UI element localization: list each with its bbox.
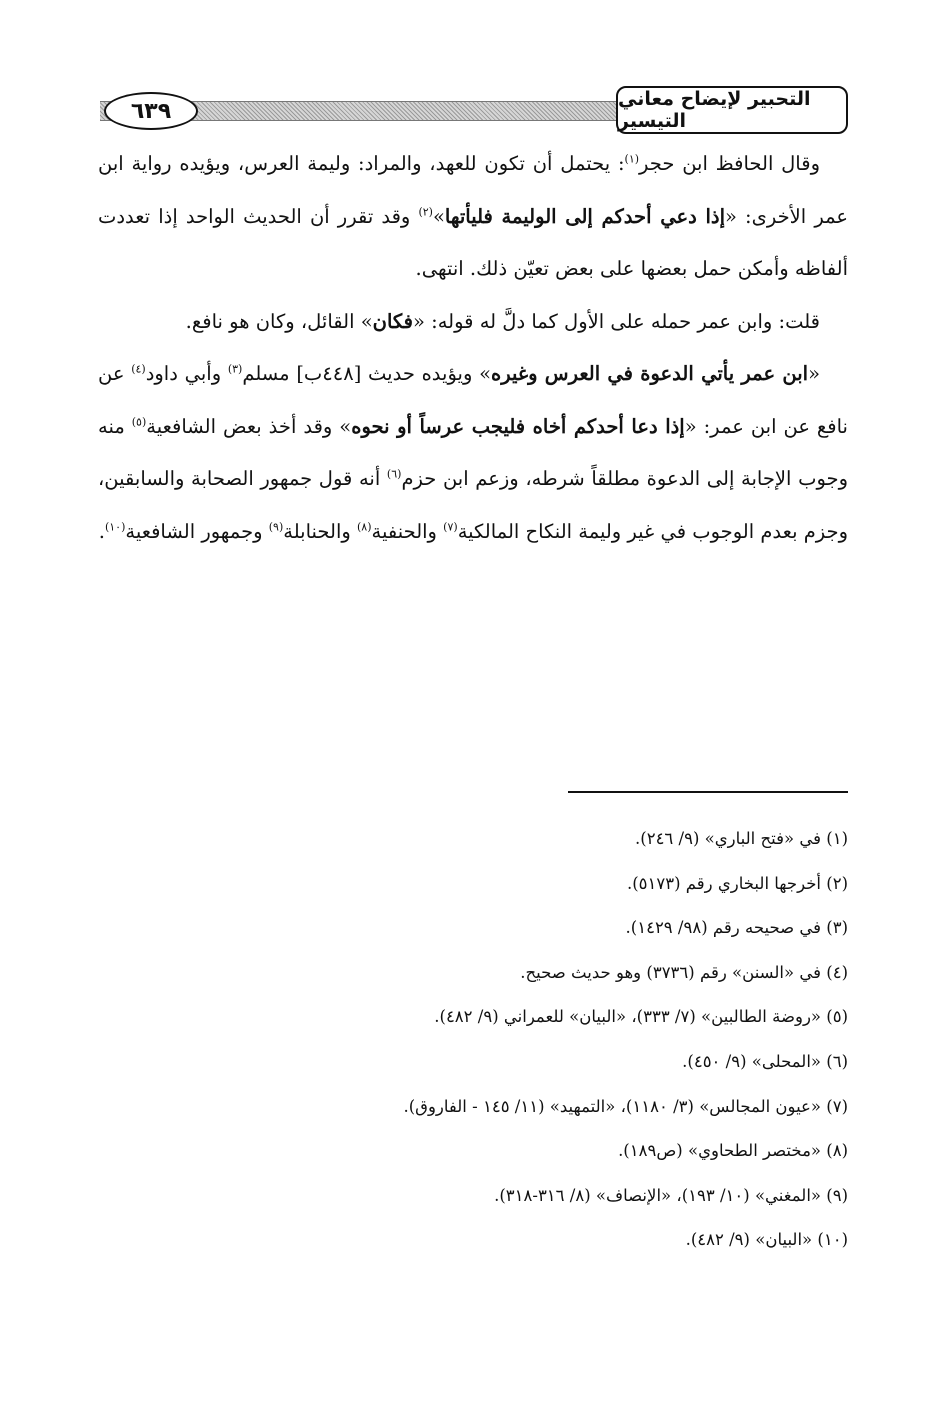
footnote-ref-5[interactable]: (٥) [131,415,147,428]
footnote-9: (٩) «المغني» (١٠/ ١٩٣)، «الإنصاف» (٨/ ٣١٦-٣١٨). [494,1185,848,1205]
footnote-divider [568,791,848,793]
footnote-ref-3[interactable]: (٣) [227,362,243,376]
footnote-8: (٨) «مختصر الطحاوي» (ص١٨٩). [618,1141,848,1161]
footnotes [98,817,848,1263]
footnote-ref-9[interactable]: (٩) [268,520,284,533]
footnote-2: (٢) أخرجها البخاري رقم (٥١٧٣). [626,873,848,893]
main-text [98,138,848,558]
footnote-ref-2[interactable]: (٢) [418,205,433,218]
footnote-10: (١٠) «البيان» (٩/ ٤٨٢). [685,1230,848,1250]
footnote-ref-1[interactable]: (١) [624,152,640,166]
footnote-ref-6[interactable]: (٦) [386,467,402,481]
footnote-6: (٦) «المحلى» (٩/ ٤٥٠). [682,1051,848,1071]
footnote-ref-8[interactable]: (٨) [357,520,372,533]
footnote-5: (٥) «روضة الطالبين» (٧/ ٣٣٣)، «البيان» للعمراني (٩/ ٤٨٢). [434,1007,848,1027]
paragraph-2: قلت: وابن عمر حمله على الأول كما دلَّ له قوله: «فكان» القائل، وكان هو نافع. [185,309,820,333]
footnote-ref-10[interactable]: (١٠) [104,520,126,533]
page-number: ٦٣٩ [104,92,198,130]
paragraph-1: وقال الحافظ ابن حجر$^{(١)}$: يحتمل أن تكون للعهد، والمراد: وليمة العرس، ويؤيده رواية ابن عمر الأخرى: «إذا دعي أحدكم إلى الوليمة فليأتها»$^{(٢)}$ وقد تقرر أن الحديث الواحد إذا تعددت ألفاظه وأمكن حمل بعضها على بعض تعيّن ذلك. انتهى. [98,152,848,280]
paragraph-3: «ابن عمر يأتي الدعوة في العرس وغيره» ويؤيده حديث [٤٤٨ب] مسلم$^{(٣)}$ وأبي داود$^{(٤)}$ عن نافع عن ابن عمر: «إذا دعا أحدكم أخاه فليجب عرساً أو نحوه» وقد أخذ بعض الشافعية$^{(٥)}$ منه وجوب الإجابة إلى الدعوة مطلقاً شرطه، وزعم ابن حزم$^{(٦)}$ أنه قول جمهور الصحابة والسابقين، وجزم بعدم الوجوب في غير وليمة النكاح المالكية$^{(٧)}$ والحنفية$^{(٨)}$ والحنابلة$^{(٩)}$ وجمهور الشافعية$^{(١٠)}$. [98,362,848,543]
book-title: التحبير لإيضاح معاني التيسير [616,86,848,134]
footnote-1: (١) في «فتح الباري» (٩/ ٢٤٦). [635,829,848,848]
page-header [100,86,848,134]
hadith-quote: إذا دعي أحدكم إلى الوليمة فليأتها [444,204,725,228]
footnote-ref-7[interactable]: (٧) [443,520,458,533]
footnote-ref-4[interactable]: (٤) [131,362,146,376]
footnote-3: (٣) في صحيحه رقم (٩٨/ ١٤٢٩). [625,918,848,938]
footnote-4: (٤) في «السنن» رقم (٣٧٣٦) وهو حديث صحيح. [520,962,848,982]
footnote-7: (٧) «عيون المجالس» (٣/ ١١٨٠)، «التمهيد» (١١/ ١٤٥ - الفاروق). [403,1096,848,1116]
